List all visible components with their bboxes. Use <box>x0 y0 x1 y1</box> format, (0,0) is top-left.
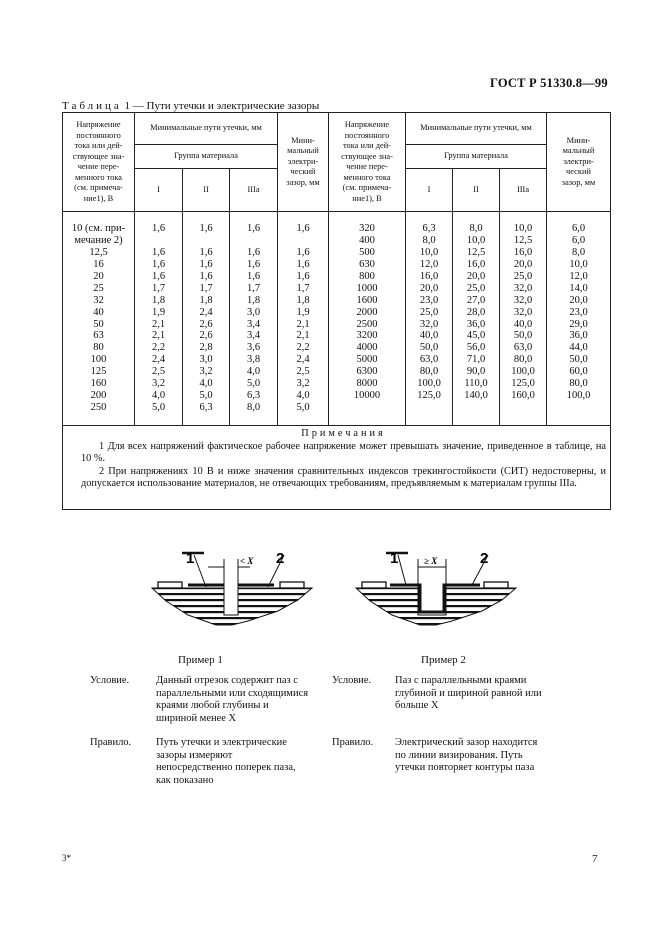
table-cell: 1,6 <box>246 258 261 270</box>
table-cell: 8,0 <box>422 234 436 246</box>
table-cell: 23,0 <box>569 306 588 318</box>
table-cell: 2500 <box>356 318 378 330</box>
table-cell: 1,6 <box>246 246 261 258</box>
table-cell: 2000 <box>356 306 378 318</box>
note-2: 2 При напряжениях 10 В и ниже значения сравнительных индексов трекингостойкости (СИТ) недостоверны, и допускается использование материалов, не отвечающих требованиям, предъявляемым к материалам группы IIIa. <box>81 465 606 490</box>
table-cell <box>230 235 277 247</box>
figure2-label-2: 2 <box>480 550 489 567</box>
table-cell: 32,0 <box>513 282 533 294</box>
table-cell: 25,0 <box>513 270 533 282</box>
table-cell: 4,0 <box>296 390 310 402</box>
table-cell: 5,0 <box>296 402 310 414</box>
table-cell: 28,0 <box>466 306 486 318</box>
table-cell: 80 <box>93 342 104 354</box>
figure1-label-1: 1 <box>186 550 195 567</box>
table-cell: 8,0 <box>246 402 261 414</box>
table-cell: 5,0 <box>246 378 261 390</box>
table-cell: 6,3 <box>246 390 261 402</box>
table-cell: 2,5 <box>151 366 166 378</box>
table-cell: 6,3 <box>199 402 213 414</box>
example1-title: Пример 1 <box>178 654 223 666</box>
table-cell: 1,6 <box>296 258 310 270</box>
table-cell: 32,0 <box>513 294 533 306</box>
table-cell: 50 <box>93 318 104 330</box>
table-cell: 2,4 <box>151 354 166 366</box>
table-cell: 2,4 <box>296 354 310 366</box>
table-cell: 16,0 <box>466 258 486 270</box>
table-cell: 1,7 <box>199 282 213 294</box>
header-min-clearance: Мини- мальный электри- ческий зазор, мм <box>286 135 320 187</box>
table-cell: 140,0 <box>464 390 488 402</box>
col-g2-left <box>183 223 229 414</box>
example1-condition-label: Условие. <box>90 675 130 686</box>
table-cell: 20,0 <box>419 282 439 294</box>
table-cell: 14,0 <box>569 282 588 294</box>
table-cell: 1,6 <box>199 258 213 270</box>
table-cell: 16,0 <box>419 270 439 282</box>
table-cell: 2,1 <box>296 330 310 342</box>
table-notes <box>81 428 606 491</box>
table-cell: 1,6 <box>151 270 166 282</box>
table-cell: 12,5 <box>89 246 108 258</box>
col-g3-left <box>230 223 277 414</box>
table-cell: 63,0 <box>513 342 533 354</box>
signature-mark: 3* <box>62 853 71 863</box>
table-cell: 630 <box>359 258 375 270</box>
table-cell: 50,0 <box>513 330 533 342</box>
table-cell: 500 <box>359 246 375 258</box>
figure2-label-1: 1 <box>390 550 399 567</box>
table-cell: 3,2 <box>296 378 310 390</box>
example2-condition-label: Условие. <box>332 675 372 686</box>
example2-rule-label: Правило. <box>332 737 374 748</box>
table-cell: 6300 <box>356 366 378 378</box>
header-group-ii: II <box>203 184 209 194</box>
table-cell: 1,7 <box>151 282 166 294</box>
header-group-i: I <box>157 184 160 194</box>
table-cell: 90,0 <box>466 366 486 378</box>
table-cell: 2,2 <box>296 342 310 354</box>
figure1-dim: < X <box>240 556 254 566</box>
header-group-ii-2: II <box>473 184 479 194</box>
table-cell: 40 <box>93 306 104 318</box>
table-cell: 3,8 <box>246 354 261 366</box>
table-cell: 6,0 <box>571 234 586 246</box>
table-cell: 3,2 <box>199 366 213 378</box>
table-cell: 8,0 <box>571 246 586 258</box>
example1-condition: Данный отрезок содержит паз с параллельными или сходящимися краями любой глубины и шириной менее X <box>156 675 309 724</box>
table-cell: 71,0 <box>466 354 486 366</box>
table-cell: 800 <box>359 270 375 282</box>
table-cell: 32,0 <box>513 306 533 318</box>
table-cell: 3200 <box>356 330 378 342</box>
table-cell: 36,0 <box>466 318 486 330</box>
table-cell: 200 <box>90 390 107 402</box>
note-1: 1 Для всех напряжений фактическое рабочее напряжение может превышать значение, приведенное в таблице, на 10 %. <box>81 440 606 465</box>
example2-rule: Электрический зазор находится по линии визирования. Путь утечки повторяет контуры паза <box>395 737 538 774</box>
col-gap-left <box>278 223 328 414</box>
table-cell: 50,0 <box>419 342 439 354</box>
table-cell: 2,1 <box>296 318 310 330</box>
table-cell: 160 <box>90 378 107 390</box>
table-cell: 320 <box>359 223 375 234</box>
table-cell: 1,6 <box>296 246 310 258</box>
figure-example-2 <box>352 545 520 633</box>
table-cell: 125,0 <box>417 390 441 402</box>
table-cell: 5,0 <box>151 402 166 414</box>
table-cell: 8000 <box>356 378 378 390</box>
table-cell: 50,0 <box>569 354 588 366</box>
table-cell: 4,0 <box>199 378 213 390</box>
table-cell: 3,0 <box>246 306 261 318</box>
table-cell: 2,6 <box>199 330 213 342</box>
standard-designation: ГОСТ Р 51330.8—99 <box>490 76 608 90</box>
table-cell: 10,0 <box>569 258 588 270</box>
table-cell: 80,0 <box>419 366 439 378</box>
table-cell: 2,4 <box>199 306 213 318</box>
table-cell: 27,0 <box>466 294 486 306</box>
table-cell: 5,0 <box>199 390 213 402</box>
figure-example-1 <box>148 545 316 633</box>
table-cell: 45,0 <box>466 330 486 342</box>
table-cell: 12,0 <box>419 258 439 270</box>
table-cell: 100,0 <box>566 390 591 402</box>
example1-rule: Путь утечки и электрические зазоры измеряют непосредственно поперек паза, как показано <box>156 737 296 786</box>
table-cell: 56,0 <box>466 342 486 354</box>
table-cell: 40,0 <box>419 330 439 342</box>
table-cell: 10000 <box>353 390 381 402</box>
table-cell: 100 <box>90 354 107 366</box>
table-cell: 3,2 <box>151 378 166 390</box>
table-cell: 5000 <box>356 354 378 366</box>
table-cell: 1,6 <box>199 270 213 282</box>
table-cell: 3,4 <box>246 330 261 342</box>
table-cell: 2,2 <box>151 342 166 354</box>
table-cell: 1,6 <box>246 223 261 234</box>
table-cell: 60,0 <box>569 366 588 378</box>
col-voltage-left <box>63 223 134 414</box>
table-cell: 1,6 <box>296 223 310 234</box>
table-cell: 125,0 <box>511 378 535 390</box>
table-cell: 1,6 <box>151 246 166 258</box>
header-voltage: Напряжение постоянного тока или дей- ствующее зна- чение пере- менного тока (см. примеча- ние1), В <box>72 120 125 203</box>
table-cell: 8,0 <box>469 223 483 234</box>
table-cell: 160,0 <box>511 390 535 402</box>
table-cell: 25,0 <box>466 282 486 294</box>
table-cell: 1,7 <box>296 282 310 294</box>
table-cell: 110,0 <box>464 378 488 390</box>
table-cell: 40,0 <box>513 318 533 330</box>
header-material-group-2: Группа материала <box>444 151 508 161</box>
table-cell: 36,0 <box>569 330 588 342</box>
table-cell: 1,6 <box>199 223 213 234</box>
table-caption-prefix: Таблица <box>62 100 122 112</box>
table-cell: 1,8 <box>246 294 261 306</box>
table-cell: 2,5 <box>296 366 310 378</box>
table-cell: 2,6 <box>199 318 213 330</box>
creepage-table <box>62 112 611 510</box>
table-cell: 10 (см. при- <box>71 223 126 234</box>
table-cell: 29,0 <box>569 318 588 330</box>
table-cell: 25 <box>93 282 104 294</box>
figure1-label-2: 2 <box>276 550 285 567</box>
table-cell: 1,6 <box>246 270 261 282</box>
header-min-creepage: Минимальные пути утечки, мм <box>150 123 262 133</box>
table-cell: 2,1 <box>151 318 166 330</box>
table-cell: 20,0 <box>513 258 533 270</box>
table-cell: 32 <box>93 294 104 306</box>
header-voltage-2: Напряжение постоянного тока или дей- ствующее зна- чение пере- менного тока (см. примеча- ние1), В <box>341 120 393 203</box>
table-cell: 63,0 <box>419 354 439 366</box>
table-cell: 3,4 <box>246 318 261 330</box>
table-cell: 1,8 <box>199 294 213 306</box>
table-cell: 4000 <box>356 342 378 354</box>
header-min-clearance-2: Мини- мальный электри- ческий зазор, мм <box>561 135 596 187</box>
table-cell: 1000 <box>356 282 378 294</box>
example2-condition: Паз с параллельными краями глубиной и шириной равной или больше X <box>395 675 542 712</box>
table-cell: 44,0 <box>569 342 588 354</box>
table-cell: 250 <box>90 402 107 414</box>
col-g2-right <box>453 223 499 402</box>
notes-title: Примечания <box>301 428 386 439</box>
table-cell: 1600 <box>356 294 378 306</box>
table-caption <box>62 100 319 112</box>
table-cell: 63 <box>93 330 104 342</box>
figure2-dim: ≥ X <box>424 556 438 566</box>
table-cell: 2,8 <box>199 342 213 354</box>
header-group-iiia-2: IIIa <box>516 184 530 194</box>
table-cell: 80,0 <box>569 378 588 390</box>
col-g1-left <box>135 223 182 414</box>
table-cell: 12,5 <box>466 246 486 258</box>
table-cell: 12,0 <box>569 270 588 282</box>
table-cell: 1,6 <box>199 246 213 258</box>
table-cell <box>183 235 229 247</box>
page-number: 7 <box>592 853 598 865</box>
col-g3-right <box>500 223 546 402</box>
table-cell: 32,0 <box>419 318 439 330</box>
table-cell: 25,0 <box>419 306 439 318</box>
table-cell: 1,7 <box>246 282 261 294</box>
table-cell: 16 <box>93 258 104 270</box>
table-cell: 1,8 <box>296 294 310 306</box>
col-voltage-right <box>329 223 405 402</box>
table-cell: 1,8 <box>151 294 166 306</box>
table-cell: 10,0 <box>513 223 533 234</box>
table-cell: 125 <box>90 366 107 378</box>
table-cell: 1,6 <box>151 223 166 234</box>
table-cell <box>278 235 328 247</box>
table-cell: 80,0 <box>513 354 533 366</box>
table-cell: мечание 2) <box>74 234 123 246</box>
table-cell: 12,5 <box>513 234 533 246</box>
example2-title: Пример 2 <box>421 654 466 666</box>
table-cell: 20,0 <box>466 270 486 282</box>
table-cell: 3,6 <box>246 342 261 354</box>
table-cell: 1,9 <box>296 306 310 318</box>
table-cell: 3,0 <box>199 354 213 366</box>
table-cell: 100,0 <box>417 378 441 390</box>
table-cell: 23,0 <box>419 294 439 306</box>
table-cell: 4,0 <box>246 366 261 378</box>
table-cell: 10,0 <box>466 234 486 246</box>
header-group-iiia: IIIa <box>247 184 260 194</box>
header-material-group: Группа материала <box>174 151 238 161</box>
table-cell: 6,3 <box>422 223 436 234</box>
table-cell: 16,0 <box>513 246 533 258</box>
table-cell <box>135 235 182 247</box>
table-cell: 20,0 <box>569 294 588 306</box>
table-cell: 1,6 <box>151 258 166 270</box>
col-g1-right <box>406 223 452 402</box>
table-cell: 6,0 <box>571 223 586 234</box>
header-min-creepage-2: Минимальные пути утечки, мм <box>420 123 532 133</box>
table-cell: 2,1 <box>151 330 166 342</box>
table-cell: 400 <box>359 234 375 246</box>
table-cell: 1,9 <box>151 306 166 318</box>
table-caption-text: 1 — Пути утечки и электрические зазоры <box>124 100 320 112</box>
table-cell: 10,0 <box>419 246 439 258</box>
col-gap-right <box>547 223 610 402</box>
header-group-i-2: I <box>427 184 431 194</box>
table-cell: 20 <box>93 270 104 282</box>
example1-rule-label: Правило. <box>90 737 132 748</box>
table-cell: 4,0 <box>151 390 166 402</box>
table-cell: 1,6 <box>296 270 310 282</box>
table-cell: 100,0 <box>511 366 535 378</box>
